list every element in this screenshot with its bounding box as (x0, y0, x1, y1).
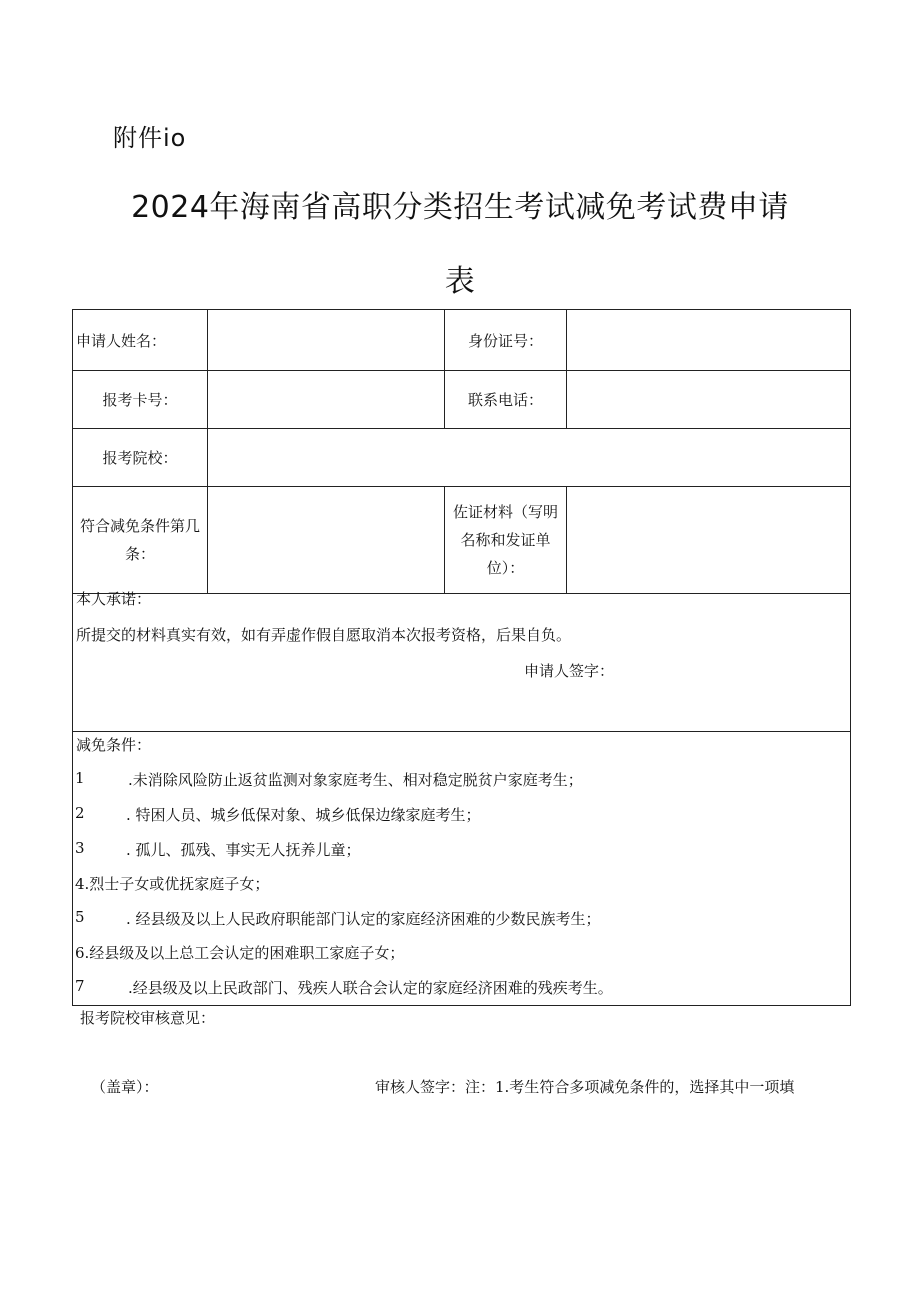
condition-text: .经县级及以上民政部门、残疾人联合会认定的家庭经济困难的残疾考生。 (128, 979, 613, 997)
condition-number: 5 (75, 908, 85, 926)
exam-card-field[interactable] (207, 371, 444, 428)
pledge-section (73, 590, 850, 732)
form-title-continued: 表 (444, 264, 476, 299)
condition-text: . 特困人员、城乡低保对象、城乡低保边缘家庭考生； (126, 806, 481, 824)
condition-text: .未消除风险防止返贫监测对象家庭考生、相对稳定脱贫户家庭考生； (128, 771, 583, 789)
seal-label: （盖章）： (91, 1078, 159, 1096)
conditions-heading: 减免条件： (76, 736, 152, 754)
form-title: 2024年海南省高职分类招生考试减免考试费申请 (131, 190, 789, 225)
applicant-name-label: 申请人姓名： (76, 331, 167, 350)
condition-number: 1 (75, 769, 85, 787)
application-form (72, 309, 851, 1006)
school-label: 报考院校： (102, 449, 178, 467)
condition-item: 6.经县级及以上总工会认定的困难职工家庭子女； (75, 944, 405, 962)
condition-text: . 孤儿、孤残、事实无人抚养儿童； (126, 841, 361, 859)
conditions-section (73, 732, 850, 1005)
condition-text: . 经县级及以上人民政府职能部门认定的家庭经济困难的少数民族考生； (126, 910, 601, 928)
applicant-name-field[interactable] (207, 310, 444, 370)
condition-number: 3 (75, 839, 85, 857)
condition-number: 7 (75, 977, 85, 995)
row-name-id (73, 310, 850, 371)
pledge-text: 所提交的材料真实有效，如有弄虚作假自愿取消本次报考资格，后果自负。 (76, 626, 572, 644)
evidence-field[interactable] (566, 487, 850, 593)
condition-number-field[interactable] (207, 487, 444, 593)
exam-card-label: 报考卡号： (102, 391, 178, 409)
reviewer-signature-note: 审核人签字：注：1.考生符合多项减免条件的，选择其中一项填 (375, 1078, 795, 1096)
attachment-label: 附件io (113, 124, 187, 152)
pledge-heading: 本人承诺： (76, 590, 152, 608)
applicant-signature-label: 申请人签字： (524, 662, 615, 680)
school-review-label: 报考院校审核意见： (80, 1009, 216, 1027)
row-condition-evidence (73, 487, 850, 594)
phone-label: 联系电话： (444, 371, 566, 428)
row-card-phone (73, 371, 850, 429)
condition-number: 2 (75, 804, 85, 822)
evidence-label: 佐证材料（写明名称和发证单位）： (444, 487, 566, 593)
condition-item: 4.烈士子女或优抚家庭子女； (75, 875, 270, 893)
school-field[interactable] (207, 429, 850, 486)
id-number-field[interactable] (566, 310, 850, 370)
phone-field[interactable] (566, 371, 850, 428)
id-number-label: 身份证号： (444, 310, 566, 370)
row-school (73, 429, 850, 487)
condition-number-label: 符合减免条件第几条： (79, 517, 200, 563)
